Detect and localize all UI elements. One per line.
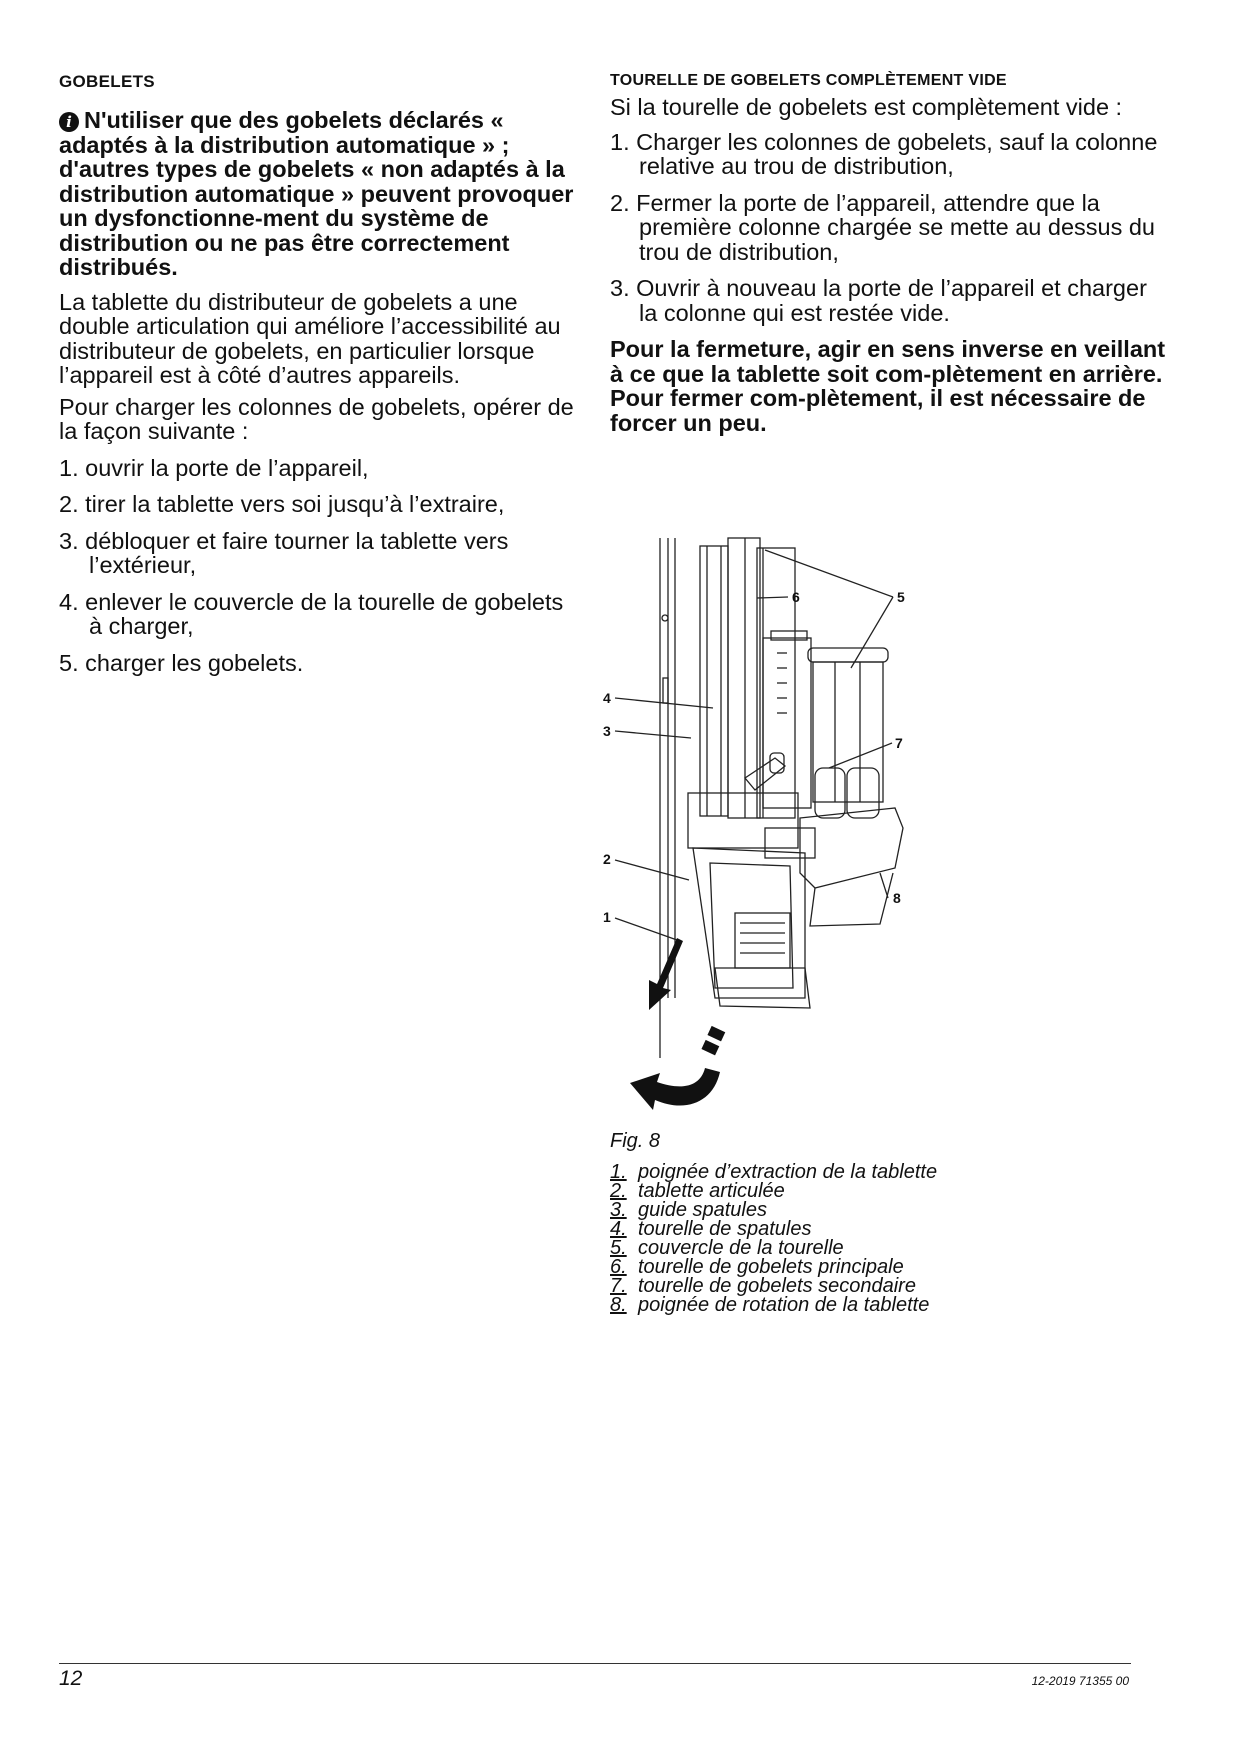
list-item: 2. tirer la tablette vers soi jusqu’à l’extraire, xyxy=(59,491,505,517)
info-icon: i xyxy=(59,112,79,132)
warning-text: N'utiliser que des gobelets déclarés « adaptés à la distribution automatique » ; d'autres types de gobelets « non adaptés à la distribution automatique » peuvent provoquer un dysfonctionne-ment du système de distribution ou ne pas être correctement distribués. xyxy=(59,107,574,280)
section-heading-tourelle: TOURELLE DE GOBELETS COMPLÈTEMENT VIDE xyxy=(610,72,1007,89)
legend-item: 7. tourelle de gobelets secondaire xyxy=(610,1275,916,1297)
legend-item: 3. guide spatules xyxy=(610,1199,767,1221)
callout-2: 2 xyxy=(603,851,611,867)
callout-7: 7 xyxy=(895,735,903,751)
list-item: 5. charger les gobelets. xyxy=(59,649,304,676)
left-column xyxy=(59,72,579,687)
paragraph-tablette: La tablette du distributeur de gobelets a une double articulation qui améliore l’accessibilité au distributeur de gobelets, en particulier lorsque l’appareil est à côté d’autres appareils. xyxy=(59,288,561,388)
machine-drawing xyxy=(615,538,903,1058)
closing-paragraph: Pour la fermeture, agir en sens inverse en veillant à ce que la tablette soit com-plètement en arrière. Pour fermer com-plètement, il est nécessaire de forcer un peu. xyxy=(610,336,1166,436)
list-item: 2. Fermer la porte de l’appareil, attendre que la première colonne chargée se mette au dessus du trou de distribution, xyxy=(610,189,1156,265)
steps-list-right xyxy=(610,130,1170,326)
legend-item: 5. couvercle de la tourelle xyxy=(610,1237,844,1259)
callout-1: 1 xyxy=(603,909,611,925)
list-item: 3. Ouvrir à nouveau la porte de l’appareil et charger la colonne qui est restée vide. xyxy=(610,275,1147,326)
section-heading-gobelets: GOBELETS xyxy=(59,72,155,91)
document-code: 12-2019 71355 00 xyxy=(1031,1674,1129,1688)
figure-8-illustration xyxy=(605,528,965,1128)
legend-item: 8. poignée de rotation de la tablette xyxy=(610,1294,930,1316)
warning-paragraph xyxy=(59,108,579,280)
list-item: 1. ouvrir la porte de l’appareil, xyxy=(59,454,369,481)
arrows xyxy=(630,938,725,1110)
paragraph-intro: Si la tourelle de gobelets est complètement vide : xyxy=(610,94,1123,120)
callout-8: 8 xyxy=(893,890,901,906)
paragraph-charger: Pour charger les colonnes de gobelets, opérer de la façon suivante : xyxy=(59,393,574,444)
legend-item: 1. poignée d’extraction de la tablette xyxy=(610,1161,938,1183)
list-item: 1. Charger les colonnes de gobelets, sauf la colonne relative au trou de distribution, xyxy=(610,128,1158,179)
callout-4: 4 xyxy=(603,690,611,706)
footer-divider xyxy=(59,1663,1131,1664)
list-item: 3. débloquer et faire tourner la tablette vers l’extérieur, xyxy=(59,527,509,578)
steps-list-left xyxy=(59,456,579,676)
legend-item: 2. tablette articulée xyxy=(610,1180,785,1202)
figure-legend xyxy=(610,1163,937,1315)
legend-item: 6. tourelle de gobelets principale xyxy=(610,1256,904,1278)
legend-item: 4. tourelle de spatules xyxy=(610,1218,812,1240)
callout-5: 5 xyxy=(897,589,905,605)
list-item: 4. enlever le couvercle de la tourelle de gobelets à charger, xyxy=(59,588,564,639)
callout-3: 3 xyxy=(603,723,611,739)
figure-caption: Fig. 8 xyxy=(610,1130,661,1152)
callout-6: 6 xyxy=(792,589,800,605)
right-column xyxy=(610,72,1170,435)
page-number: 12 xyxy=(59,1667,83,1690)
